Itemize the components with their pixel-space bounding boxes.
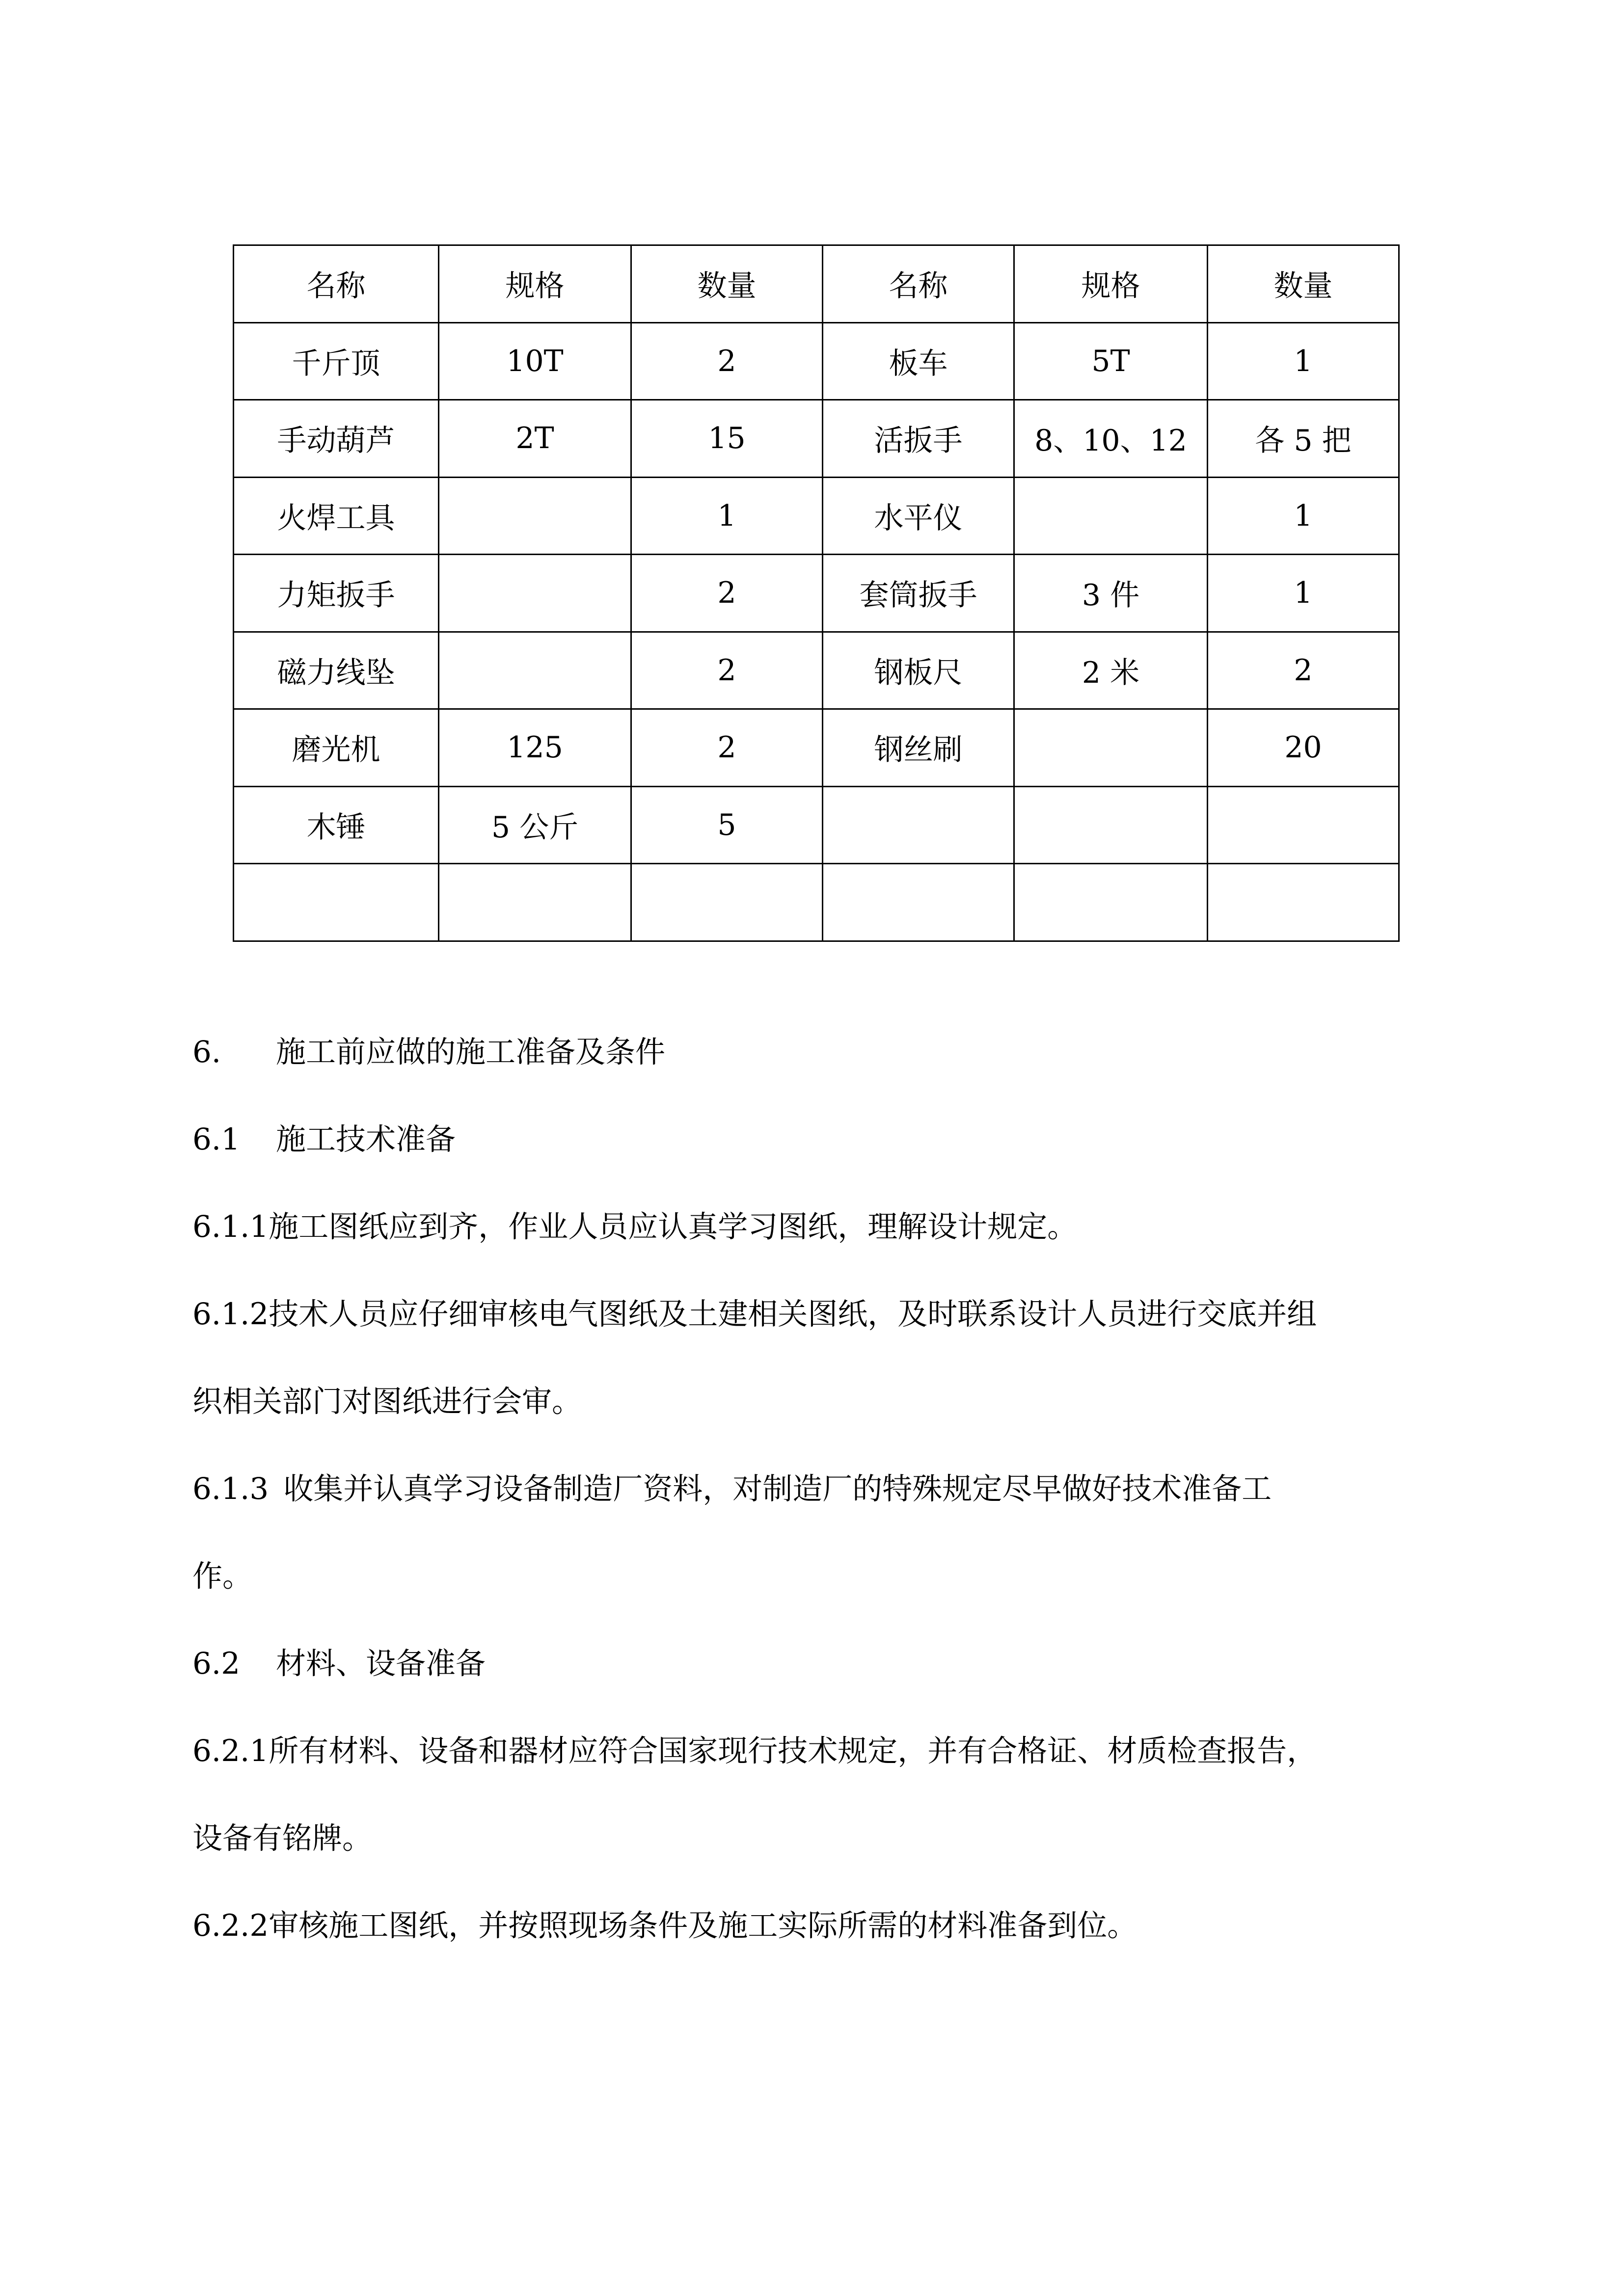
header-cell-name: 名称 [823, 245, 1014, 323]
cell-name [234, 864, 439, 941]
cell-quantity [1208, 786, 1399, 864]
cell-name: 水平仪 [823, 477, 1014, 555]
paragraph [192, 1209, 1077, 1245]
paragraph-continuation [192, 1559, 252, 1594]
paragraph [192, 1908, 1137, 1944]
cell-name: 钢丝刷 [823, 709, 1014, 787]
cell-name: 火焊工具 [234, 477, 439, 555]
cell-name: 木锤 [234, 786, 439, 864]
table-row [234, 400, 1399, 478]
cell-spec: 2T [439, 400, 631, 478]
cell-name: 千斤顶 [234, 322, 439, 400]
section-number: 6.2 [192, 1646, 241, 1681]
cell-name: 磁力线坠 [234, 632, 439, 709]
paragraph-continuation [192, 1821, 372, 1856]
cell-spec [439, 477, 631, 555]
cell-name: 力矩扳手 [234, 555, 439, 632]
table-row [234, 864, 1399, 941]
cell-quantity: 2 [631, 709, 823, 787]
cell-quantity: 2 [631, 322, 823, 400]
cell-spec: 2 米 [1014, 632, 1208, 709]
cell-spec [1014, 864, 1208, 941]
cell-quantity: 2 [631, 632, 823, 709]
cell-spec: 3 件 [1014, 555, 1208, 632]
cell-name: 套筒扳手 [823, 555, 1014, 632]
cell-quantity: 20 [1208, 709, 1399, 787]
cell-spec: 10T [439, 322, 631, 400]
header-cell-quantity: 数量 [631, 245, 823, 323]
section-number: 6.1 [192, 1122, 241, 1157]
cell-name: 钢板尺 [823, 632, 1014, 709]
table-row [234, 786, 1399, 864]
header-cell-spec: 规格 [1014, 245, 1208, 323]
cell-spec: 5T [1014, 322, 1208, 400]
section-title: 施工技术准备 [276, 1122, 456, 1157]
cell-quantity: 2 [1208, 632, 1399, 709]
cell-spec: 8、10、12 [1014, 400, 1208, 478]
cell-spec [1014, 477, 1208, 555]
cell-quantity: 2 [631, 555, 823, 632]
cell-spec [439, 864, 631, 941]
cell-name: 磨光机 [234, 709, 439, 787]
paragraph [192, 1297, 1317, 1332]
section-number: 6.1.2 [192, 1297, 269, 1332]
subsection-heading [192, 1122, 456, 1157]
paragraph [192, 1734, 1317, 1769]
paragraph-text: 作。 [192, 1559, 253, 1594]
cell-spec [439, 632, 631, 709]
subsection-heading [192, 1646, 486, 1682]
cell-quantity [1208, 864, 1399, 941]
section-heading [192, 1035, 665, 1070]
header-cell-name: 名称 [234, 245, 439, 323]
table-row [234, 555, 1399, 632]
cell-spec: 5 公斤 [439, 786, 631, 864]
cell-name [823, 864, 1014, 941]
section-title: 施工前应做的施工准备及条件 [276, 1035, 666, 1069]
header-cell-spec: 规格 [439, 245, 631, 323]
cell-spec [1014, 786, 1208, 864]
cell-spec [439, 555, 631, 632]
table-row [234, 709, 1399, 787]
cell-quantity: 1 [1208, 322, 1399, 400]
cell-quantity: 15 [631, 400, 823, 478]
cell-quantity: 1 [1208, 477, 1399, 555]
table-row [234, 477, 1399, 555]
table-row [234, 322, 1399, 400]
paragraph-text: 审核施工图纸，并按照现场条件及施工实际所需的材料准备到位。 [269, 1908, 1137, 1943]
paragraph-text: 技术人员应仔细审核电气图纸及土建相关图纸，及时联系设计人员进行交底并组 [269, 1297, 1317, 1332]
cell-name: 活扳手 [823, 400, 1014, 478]
section-number: 6.2.1 [192, 1734, 269, 1768]
paragraph-text: 织相关部门对图纸进行会审。 [192, 1384, 582, 1419]
section-number: 6. [192, 1035, 221, 1069]
cell-quantity [631, 864, 823, 941]
section-title: 材料、设备准备 [276, 1646, 486, 1681]
table-header-row [234, 245, 1399, 323]
cell-name: 板车 [823, 322, 1014, 400]
paragraph [192, 1471, 1272, 1507]
paragraph-continuation [192, 1384, 582, 1419]
header-cell-quantity: 数量 [1208, 245, 1399, 323]
paragraph-text: 所有材料、设备和器材应符合国家现行技术规定，并有合格证、材质检查报告， [269, 1734, 1317, 1768]
cell-quantity: 1 [1208, 555, 1399, 632]
cell-name: 手动葫芦 [234, 400, 439, 478]
section-number: 6.1.1 [192, 1209, 269, 1244]
cell-spec: 125 [439, 709, 631, 787]
section-number: 6.1.3 [192, 1471, 269, 1506]
section-number: 6.2.2 [192, 1908, 269, 1943]
paragraph-text: 设备有铭牌。 [192, 1821, 373, 1856]
paragraph-text: 收集并认真学习设备制造厂资料，对制造厂的特殊规定尽早做好技术准备工 [283, 1471, 1272, 1506]
paragraph-text: 施工图纸应到齐，作业人员应认真学习图纸，理解设计规定。 [269, 1209, 1078, 1244]
cell-quantity: 1 [631, 477, 823, 555]
cell-quantity: 5 [631, 786, 823, 864]
cell-name [823, 786, 1014, 864]
cell-spec [1014, 709, 1208, 787]
cell-quantity: 各 5 把 [1208, 400, 1399, 478]
tools-table [233, 244, 1400, 942]
table-row [234, 632, 1399, 709]
